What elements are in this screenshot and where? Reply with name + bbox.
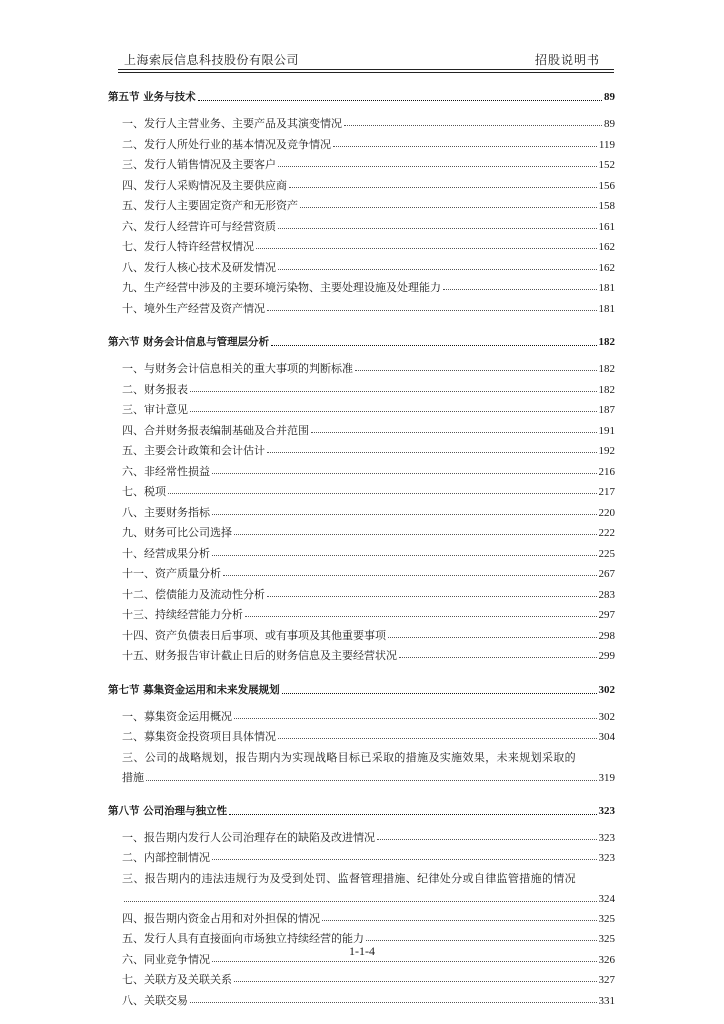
item-title: 六、同业竞争情况 [122, 952, 210, 966]
dot-leader [278, 166, 597, 167]
toc-section-entry[interactable] [108, 683, 615, 697]
toc-item-entry[interactable] [108, 707, 615, 728]
item-title: 六、非经常性损益 [122, 464, 210, 478]
item-title: 二、内部控制情况 [122, 851, 210, 865]
item-page-number: 162 [598, 261, 615, 274]
item-title: 八、发行人核心技术及研发情况 [122, 260, 276, 274]
section-gap [108, 673, 615, 679]
dot-leader [198, 100, 602, 101]
item-page-number: 283 [598, 588, 615, 601]
item-title: 十二、偿债能力及流动性分析 [122, 587, 265, 601]
dot-leader [271, 345, 596, 346]
section-page-number: 323 [598, 804, 615, 817]
item-page-number: 156 [598, 179, 615, 192]
toc-item-entry[interactable] [108, 237, 615, 258]
dot-leader [212, 555, 597, 556]
page-header [118, 50, 614, 72]
section-page-number: 89 [604, 91, 615, 103]
toc-item-entry[interactable] [108, 217, 615, 238]
item-title: 十四、资产负债表日后事项、或有事项及其他重要事项 [122, 628, 386, 642]
item-page-number: 298 [598, 629, 615, 642]
dot-leader [311, 432, 597, 433]
toc-item-entry[interactable] [108, 869, 615, 909]
page-number: 1-1-4 [349, 944, 375, 958]
item-page-number: 267 [598, 568, 615, 581]
item-page-number: 323 [598, 852, 615, 865]
item-page-number: 302 [598, 710, 615, 723]
toc-item-entry[interactable] [108, 278, 615, 299]
item-page-number: 323 [598, 831, 615, 844]
item-title: 十一、资产质量分析 [122, 567, 221, 581]
toc-item-entry[interactable] [108, 400, 615, 421]
dot-leader [212, 473, 597, 474]
item-title: 二、发行人所处行业的基本情况及竞争情况 [122, 137, 331, 151]
item-title: 八、关联交易 [122, 993, 188, 1007]
item-page-number: 324 [598, 892, 615, 905]
table-of-contents [108, 86, 615, 1017]
item-page-number: 331 [598, 994, 615, 1007]
toc-item-entry[interactable] [108, 196, 615, 217]
dot-leader [223, 575, 597, 576]
item-title: 七、关联方及关联关系 [122, 973, 232, 987]
dot-leader [146, 780, 597, 781]
toc-item-entry[interactable] [108, 523, 615, 544]
toc-item-entry[interactable] [108, 135, 615, 156]
dot-leader [234, 718, 597, 719]
item-page-number: 162 [598, 241, 615, 254]
section-title: 第五节 业务与技术 [108, 91, 196, 103]
item-page-number: 182 [598, 383, 615, 396]
toc-item-entry[interactable] [108, 748, 615, 788]
toc-item-entry[interactable] [108, 441, 615, 462]
item-title: 二、募集资金投资项目具体情况 [122, 730, 276, 744]
dot-leader [124, 901, 597, 902]
toc-item-entry[interactable] [108, 646, 615, 667]
dot-leader [234, 981, 597, 982]
item-title: 三、发行人销售情况及主要客户 [122, 158, 276, 172]
item-page-number: 299 [598, 650, 615, 663]
item-title: 三、报告期内的违法违规行为及受到处罚、监督管理措施、纪律处分或自律监管措施的情况 [122, 871, 576, 885]
section-title: 第八节 公司治理与独立性 [108, 804, 228, 817]
item-page-number: 225 [598, 547, 615, 560]
item-title: 五、发行人主要固定资产和无形资产 [122, 199, 298, 213]
item-title: 九、生产经营中涉及的主要环境污染物、主要处理设施及处理能力 [122, 281, 441, 295]
toc-section-entry[interactable] [108, 335, 615, 349]
section-title: 第七节 募集资金运用和未来发展规划 [108, 683, 280, 696]
dot-leader [256, 248, 597, 249]
item-title: 五、主要会计政策和会计估计 [122, 444, 265, 458]
toc-item-entry[interactable] [108, 848, 615, 869]
item-page-number: 220 [598, 506, 615, 519]
toc-item-entry[interactable] [108, 114, 615, 135]
dot-leader [322, 920, 597, 921]
toc-item-entry[interactable] [108, 258, 615, 279]
item-page-number: 192 [598, 445, 615, 458]
item-page-number: 304 [598, 731, 615, 744]
header-rule-thin [118, 72, 614, 73]
toc-item-entry[interactable] [108, 970, 615, 991]
toc-item-entry[interactable] [108, 991, 615, 1012]
toc-item-entry[interactable] [108, 380, 615, 401]
item-page-number: 182 [598, 363, 615, 376]
section-page-number: 302 [598, 683, 615, 696]
item-title: 十、经营成果分析 [122, 546, 210, 560]
item-title: 五、发行人具有直接面向市场独立持续经营的能力 [122, 932, 364, 946]
toc-item-entry[interactable] [108, 462, 615, 483]
item-page-number: 161 [598, 220, 615, 233]
section-gap [108, 325, 615, 331]
dot-leader [212, 961, 597, 962]
item-title: 十五、财务报告审计截止日后的财务信息及主要经营状况 [122, 649, 397, 663]
item-page-number: 327 [598, 974, 615, 987]
item-title-continued: 措施 [122, 770, 144, 784]
dot-leader [190, 411, 597, 412]
dot-leader [278, 228, 597, 229]
item-title: 九、财务可比公司选择 [122, 526, 232, 540]
item-page-number: 187 [598, 404, 615, 417]
dot-leader [267, 596, 597, 597]
toc-item-entry[interactable] [108, 299, 615, 320]
toc-item-entry[interactable] [108, 544, 615, 565]
dot-leader [344, 125, 602, 126]
item-title: 三、公司的战略规划，报告期内为实现战略目标已采取的措施及实施效果，未来规划采取的 [122, 750, 576, 764]
dot-leader [355, 370, 597, 371]
dot-leader [282, 693, 597, 694]
item-title: 一、与财务会计信息相关的重大事项的判断标准 [122, 362, 353, 376]
item-title: 十、境外生产经营及资产情况 [122, 301, 265, 315]
dot-leader [399, 657, 597, 658]
item-continuation-line [122, 889, 615, 909]
item-page-number: 325 [598, 912, 615, 925]
section-page-number: 182 [598, 336, 615, 348]
document-type: 招股说明书 [534, 53, 600, 67]
dot-leader [212, 859, 597, 860]
dot-leader [377, 839, 597, 840]
dot-leader [267, 452, 597, 453]
item-page-number: 217 [598, 486, 615, 499]
toc-item-entry[interactable] [108, 176, 615, 197]
dot-leader [289, 187, 597, 188]
item-title: 七、税项 [122, 485, 166, 499]
item-title: 一、募集资金运用概况 [122, 709, 232, 723]
section-gap [108, 794, 615, 800]
toc-item-entry[interactable] [108, 155, 615, 176]
toc-section-entry[interactable] [108, 90, 615, 104]
toc-item-entry[interactable] [108, 359, 615, 380]
item-title: 八、主要财务指标 [122, 505, 210, 519]
item-title: 四、发行人采购情况及主要供应商 [122, 178, 287, 192]
item-page-number: 222 [598, 527, 615, 540]
dot-leader [443, 289, 597, 290]
dot-leader [190, 391, 597, 392]
dot-leader [168, 493, 597, 494]
item-title: 一、发行人主营业务、主要产品及其演变情况 [122, 117, 342, 131]
dot-leader [267, 310, 597, 311]
company-name: 上海索辰信息科技股份有限公司 [124, 53, 300, 67]
item-title: 四、合并财务报表编制基础及合并范围 [122, 423, 309, 437]
dot-leader [300, 207, 597, 208]
item-page-number: 181 [598, 302, 615, 315]
item-continuation-line [122, 768, 615, 788]
toc-item-entry[interactable] [108, 585, 615, 606]
item-title: 七、发行人特许经营权情况 [122, 240, 254, 254]
toc-item-entry[interactable] [108, 828, 615, 849]
item-page-number: 297 [598, 609, 615, 622]
dot-leader [366, 940, 597, 941]
toc-item-entry[interactable] [108, 605, 615, 626]
dot-leader [388, 637, 597, 638]
item-page-number: 158 [598, 200, 615, 213]
item-page-number: 326 [598, 953, 615, 966]
toc-section-entry[interactable] [108, 804, 615, 818]
item-title: 十三、持续经营能力分析 [122, 608, 243, 622]
item-page-number: 119 [598, 138, 615, 151]
item-page-number: 216 [598, 465, 615, 478]
item-title: 一、报告期内发行人公司治理存在的缺陷及改进情况 [122, 830, 375, 844]
toc-item-entry[interactable] [108, 727, 615, 748]
item-title: 二、财务报表 [122, 382, 188, 396]
toc-item-entry[interactable] [108, 503, 615, 524]
item-title: 三、审计意见 [122, 403, 188, 417]
item-page-number: 319 [598, 771, 615, 784]
dot-leader [229, 814, 596, 815]
dot-leader [278, 738, 597, 739]
item-page-number: 325 [598, 933, 615, 946]
dot-leader [234, 534, 597, 535]
dot-leader [212, 514, 597, 515]
item-title: 六、发行人经营许可与经营资质 [122, 219, 276, 233]
dot-leader [245, 616, 597, 617]
toc-item-entry[interactable] [108, 421, 615, 442]
item-title: 四、报告期内资金占用和对外担保的情况 [122, 911, 320, 925]
toc-item-entry[interactable] [108, 626, 615, 647]
toc-item-entry[interactable] [108, 909, 615, 930]
dot-leader [278, 269, 597, 270]
dot-leader [190, 1002, 597, 1003]
dot-leader [333, 146, 597, 147]
header-rule [118, 69, 614, 70]
item-page-number: 152 [598, 159, 615, 172]
section-title: 第六节 财务会计信息与管理层分析 [108, 336, 270, 348]
toc-item-entry[interactable] [108, 482, 615, 503]
item-page-number: 181 [598, 282, 615, 295]
item-page-number: 89 [604, 118, 615, 131]
toc-item-entry[interactable] [108, 564, 615, 585]
item-page-number: 191 [598, 424, 615, 437]
